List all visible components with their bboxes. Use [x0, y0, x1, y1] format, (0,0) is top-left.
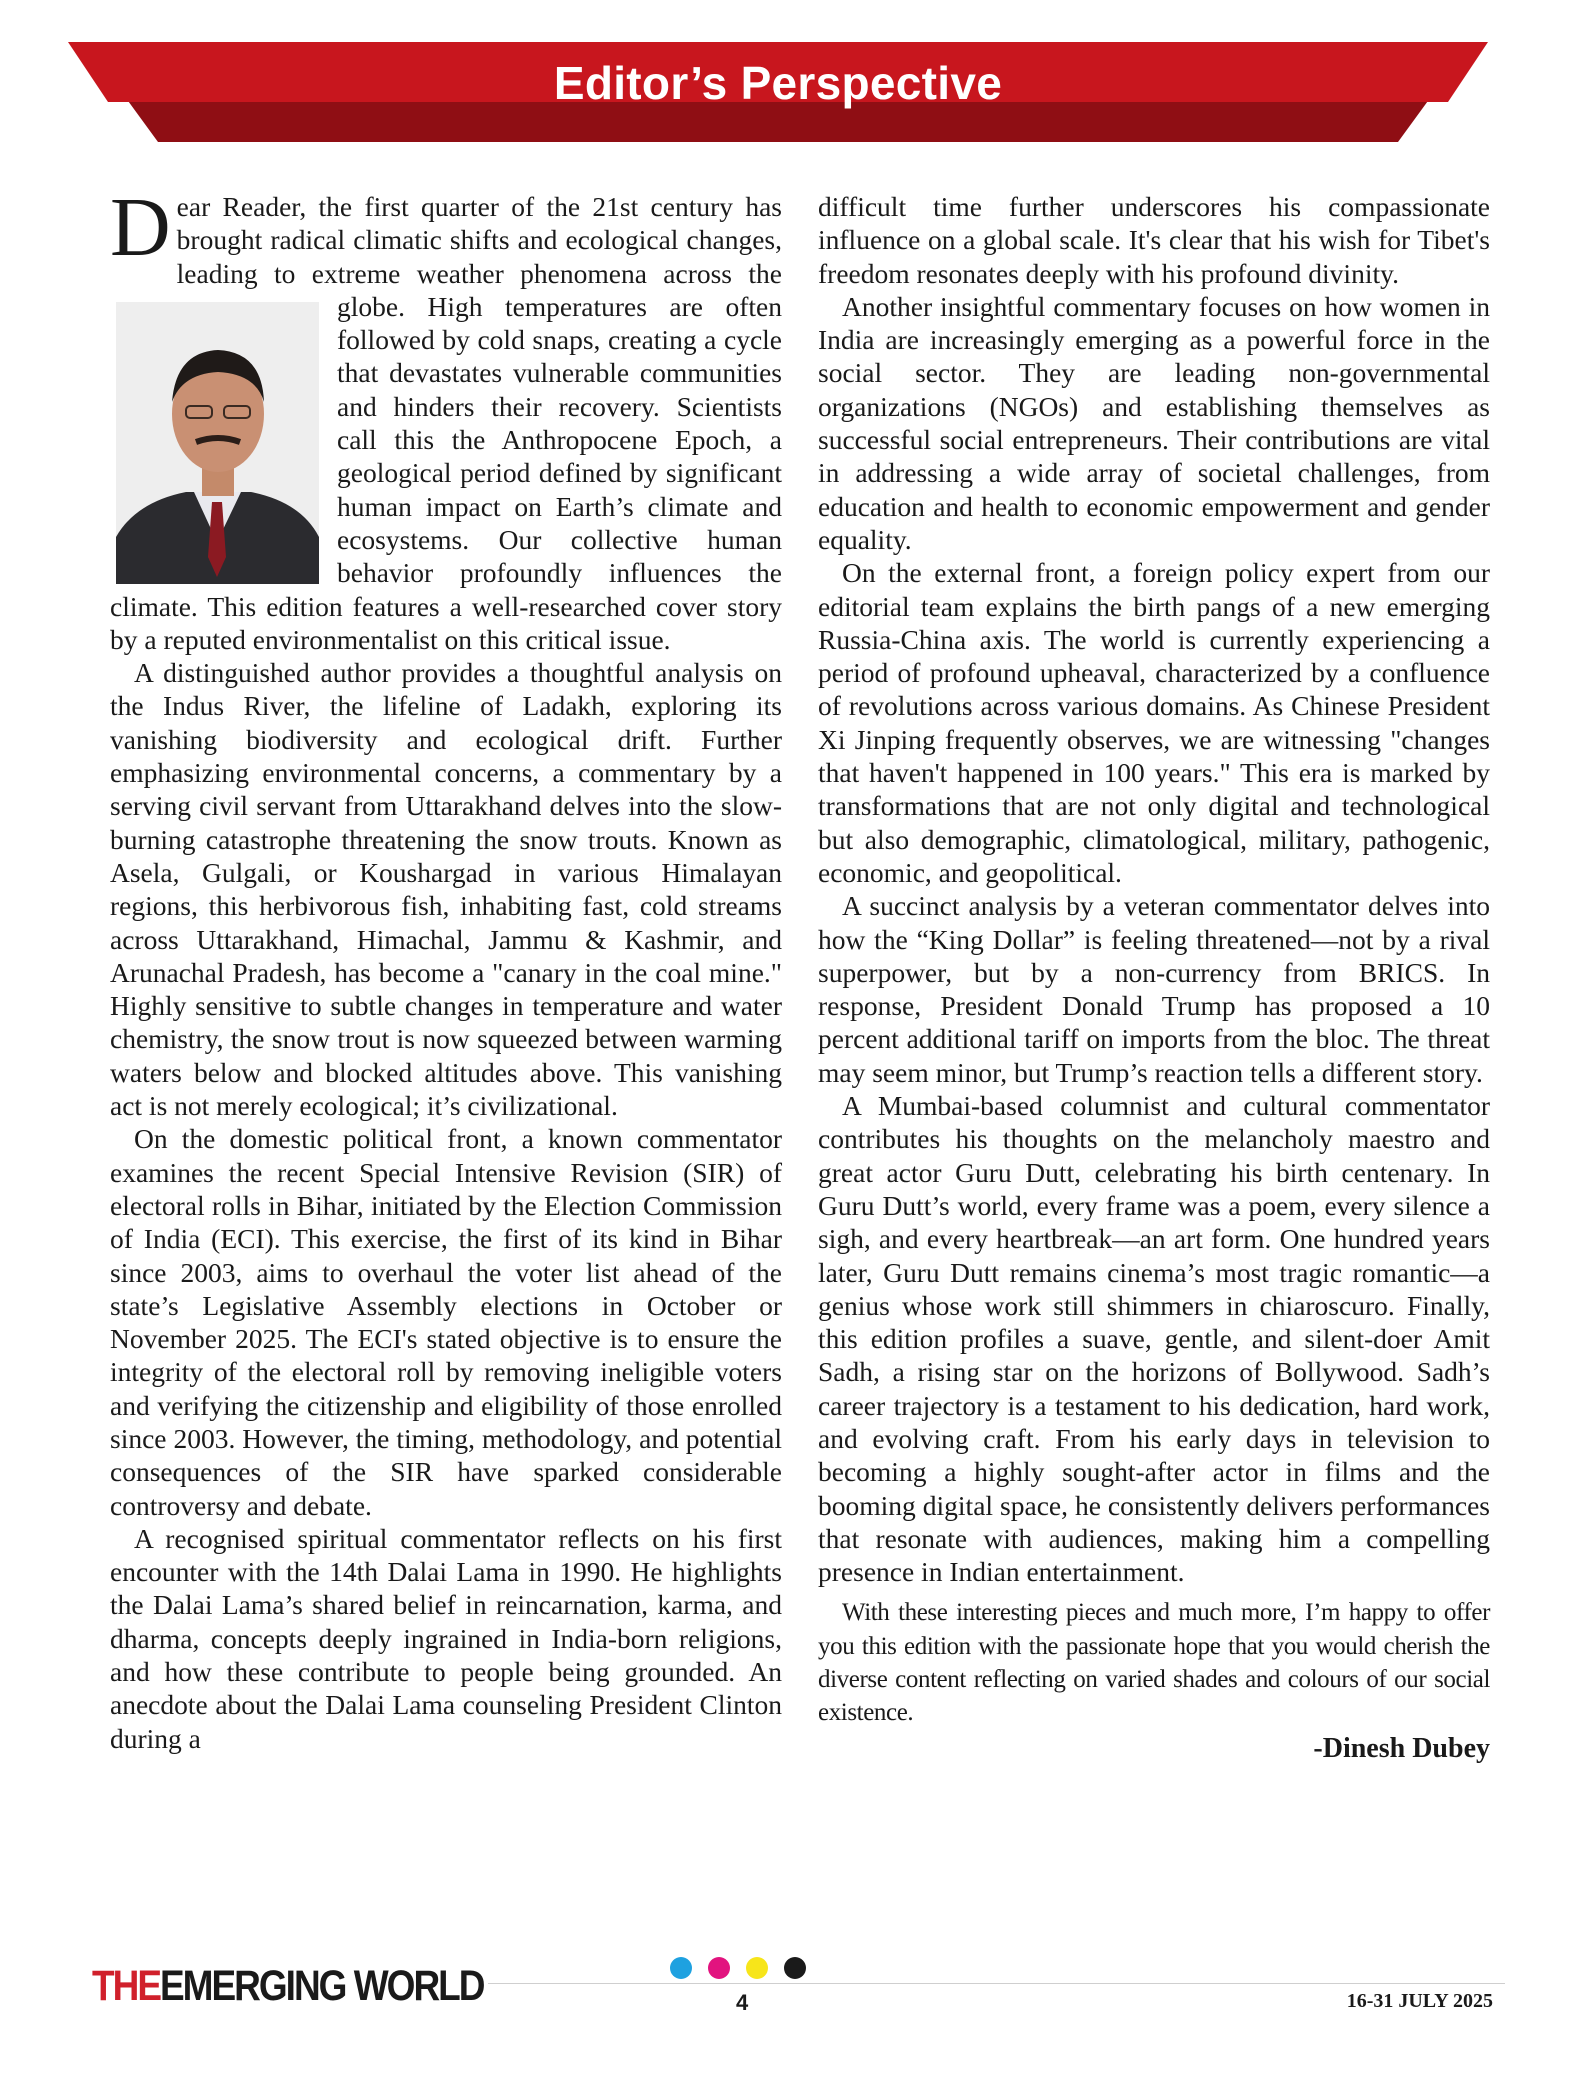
logo-the: THE — [92, 1962, 160, 2010]
editor-signature: -Dinesh Dubey — [1313, 1732, 1490, 1764]
paragraph-king-dollar: A succinct analysis by a veteran commentator delves into how the “King Dollar” is feeling threatened—not by a rival superpower, but by a non-currency from BRICS. In response, President Donald Trump has proposed a 10 percent additional tariff on imports from the bloc. The threat may seem minor, but Trump’s reaction tells a different story. — [818, 890, 1490, 1088]
paragraph-dalai-lama-continued: difficult time further underscores his compassionate influence on a global scale. It's clear that his wish for Tibet's freedom resonates deeply with his profound divinity. — [818, 191, 1490, 289]
portrait-illustration — [116, 302, 319, 584]
paragraph-guru-dutt-amit-sadh: A Mumbai-based columnist and cultural commentator contributes his thoughts on the melancholy maestro and great actor Guru Dutt, celebrating his birth centenary. In Guru Dutt’s world, every frame was a poem, every silence a sigh, and every heartbreak—an art form. One hundred years later, Guru Dutt remains cinema’s most tragic romantic—a genius whose work still shimmers in chiaroscuro. Finally, this edition profiles a suave, gentle, and silent-doer Amit Sadh, a rising star on the horizons of Bollywood. Sadh’s career trajectory is a testament to his dedication, hard work, and evolving craft. From his early days in television to becoming a highly sought-after actor in films and the booming digital space, he consistently delivers performances that resonate with audiences, making him a compelling presence in Indian entertainment. — [818, 1090, 1490, 1588]
drop-cap: D — [110, 181, 171, 274]
paragraph-women-social-sector: Another insightful commentary focuses on how women in India are increasingly emerging as a powerful force in the social sector. They are leading non-governmental organizations (NGOs) and establishing themselves as successful social entrepreneurs. Their contributions are vital in addressing a wide array of societal challenges, from education and health to economic empowerment and gender equality. — [818, 290, 1490, 555]
paragraph-indus-river: A distinguished author provides a thoughtful analysis on the Indus River, the lifeline of Ladakh, exploring its vanishing biodiversity and ecological drift. Further emphasizing environmental concerns, a commentary by a serving civil servant from Uttarakhand delves into the slow-burning catastrophe threatening the snow trouts. Known as Asela, Gulgali, or Koushargad in various Himalayan regions, this herbivorous fish, inhabiting fast, cold streams across Uttarakhand, Himachal, Jammu & Kashmir, and Arunachal Pradesh, has become a "canary in the coal mine." Highly sensitive to subtle changes in temperature and water chemistry, the snow trout is now squeezed between warming waters below and blocked altitudes above. This vanishing act is not merely ecological; it’s civilizational. — [110, 657, 782, 1122]
paragraph-dalai-lama: A recognised spiritual commentator reflects on his first encounter with the 14th Dalai Lama in 1990. He highlights the Dalai Lama’s shared belief in reincarnation, karma, and dharma, concepts deeply ingrained in India-born religions, and how these contribute to people being grounded. An anecdote about the Dalai Lama counseling President Clinton during a — [110, 1522, 782, 1754]
intro-paragraph-lead: ear Reader, the first quarter of the 21st century has brought radical climatic shifts and ecological changes, leading to extreme weather phenomena across the globe. High temperatures are often — [176, 191, 782, 322]
article-column-left — [110, 181, 782, 1755]
publication-logo — [92, 1962, 483, 2010]
issue-date: 16-31 JULY 2025 — [1346, 1990, 1493, 2012]
page-title: Editor’s Perspective — [553, 57, 1003, 109]
paragraph-electoral-revision: On the domestic political front, a known commentator examines the recent Special Intensive Revision (SIR) of electoral rolls in Bihar, initiated by the Election Commission of India (ECI). This exercise, the first of its kind in Bihar since 2003, aims to overhaul the voter list ahead of the state’s Legislative Assembly elections in October or November 2025. The ECI's stated objective is to ensure the integrity of the electoral roll by removing ineligible voters and verifying the citizenship and eligibility of those enrolled since 2003. However, the timing, methodology, and potential consequences of the SIR have sparked considerable controversy and debate. — [110, 1123, 782, 1521]
registration-dot-yellow — [746, 1957, 768, 1979]
registration-dot-black — [784, 1957, 806, 1979]
footer-divider — [488, 1983, 1505, 1984]
intro-paragraph-rest: followed by cold snaps, creating a cycle that devastates vulnerable communities and hinders their recovery. Scientists call this the Anthropocene Epoch, a geological period defined by significant human impact on Earth’s climate and ecosystems. Our collective human behavior profoundly influences the climate. This edition features a well-researched cover story by a reputed environmentalist on this critical issue. — [110, 324, 782, 655]
article-column-right — [818, 190, 1490, 1765]
registration-marks — [670, 1957, 820, 1983]
closing-note: With these interesting pieces and much more, I’m happy to offer you this edition with the passionate hope that you would cherish the diverse content reflecting on varied shades and colours of our social existence. — [818, 1599, 1490, 1727]
registration-dot-cyan — [670, 1957, 692, 1979]
header-banner — [68, 42, 1488, 142]
paragraph-russia-china-axis: On the external front, a foreign policy expert from our editorial team explains the birth pangs of a new emerging Russia-China axis. The world is currently experiencing a period of profound upheaval, characterized by a confluence of revolutions across various domains. As Chinese President Xi Jinping frequently observes, we are witnessing "changes that haven't happened in 100 years." This era is marked by transformations that are not only digital and technological but also demographic, climatological, military, pathogenic, economic, and geopolitical. — [818, 557, 1490, 888]
logo-emerging-world: EMERGING WORLD — [160, 1962, 484, 2010]
editor-portrait-photo — [116, 302, 319, 584]
page-number: 4 — [736, 1990, 749, 2015]
registration-dot-magenta — [708, 1957, 730, 1979]
